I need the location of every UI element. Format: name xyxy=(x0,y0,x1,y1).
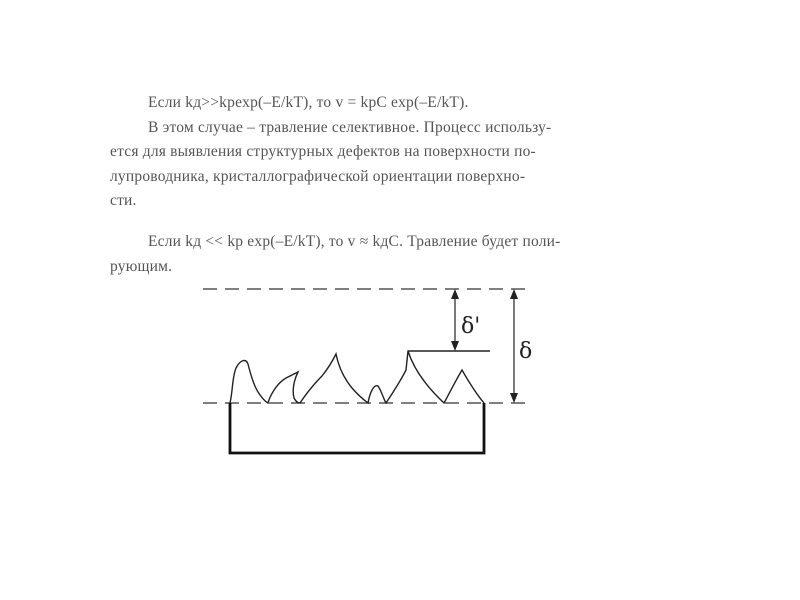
delta-arrowhead-top xyxy=(510,289,518,299)
delta-prime-label: δ' xyxy=(461,314,481,339)
text-line: ется для выявления структурных дефектов на поверхности по- xyxy=(110,143,536,160)
delta-arrowhead-bottom xyxy=(510,393,518,403)
substrate-body xyxy=(230,403,484,453)
delta-prime-arrowhead-top xyxy=(451,289,459,299)
text-line: сти. xyxy=(110,192,137,209)
delta-label: δ xyxy=(519,339,533,364)
text-line: В этом случае – травление селективное. Процесс использу- xyxy=(148,118,552,136)
formula-line-polishing: Если kд << kр exp(–E/kT), то v ≈ kдC. Травление будет поли- xyxy=(148,233,561,250)
rough-surface-profile xyxy=(230,351,490,403)
formula-line-selective: Если kд>>kрexp(–E/kT), то v = kрC exp(–E/kT). xyxy=(148,94,469,111)
text-line: рующим. xyxy=(110,257,173,275)
text-line: лупроводника, кристаллографической ориентации поверхно- xyxy=(110,167,526,185)
delta-prime-arrowhead-bottom xyxy=(451,341,459,351)
